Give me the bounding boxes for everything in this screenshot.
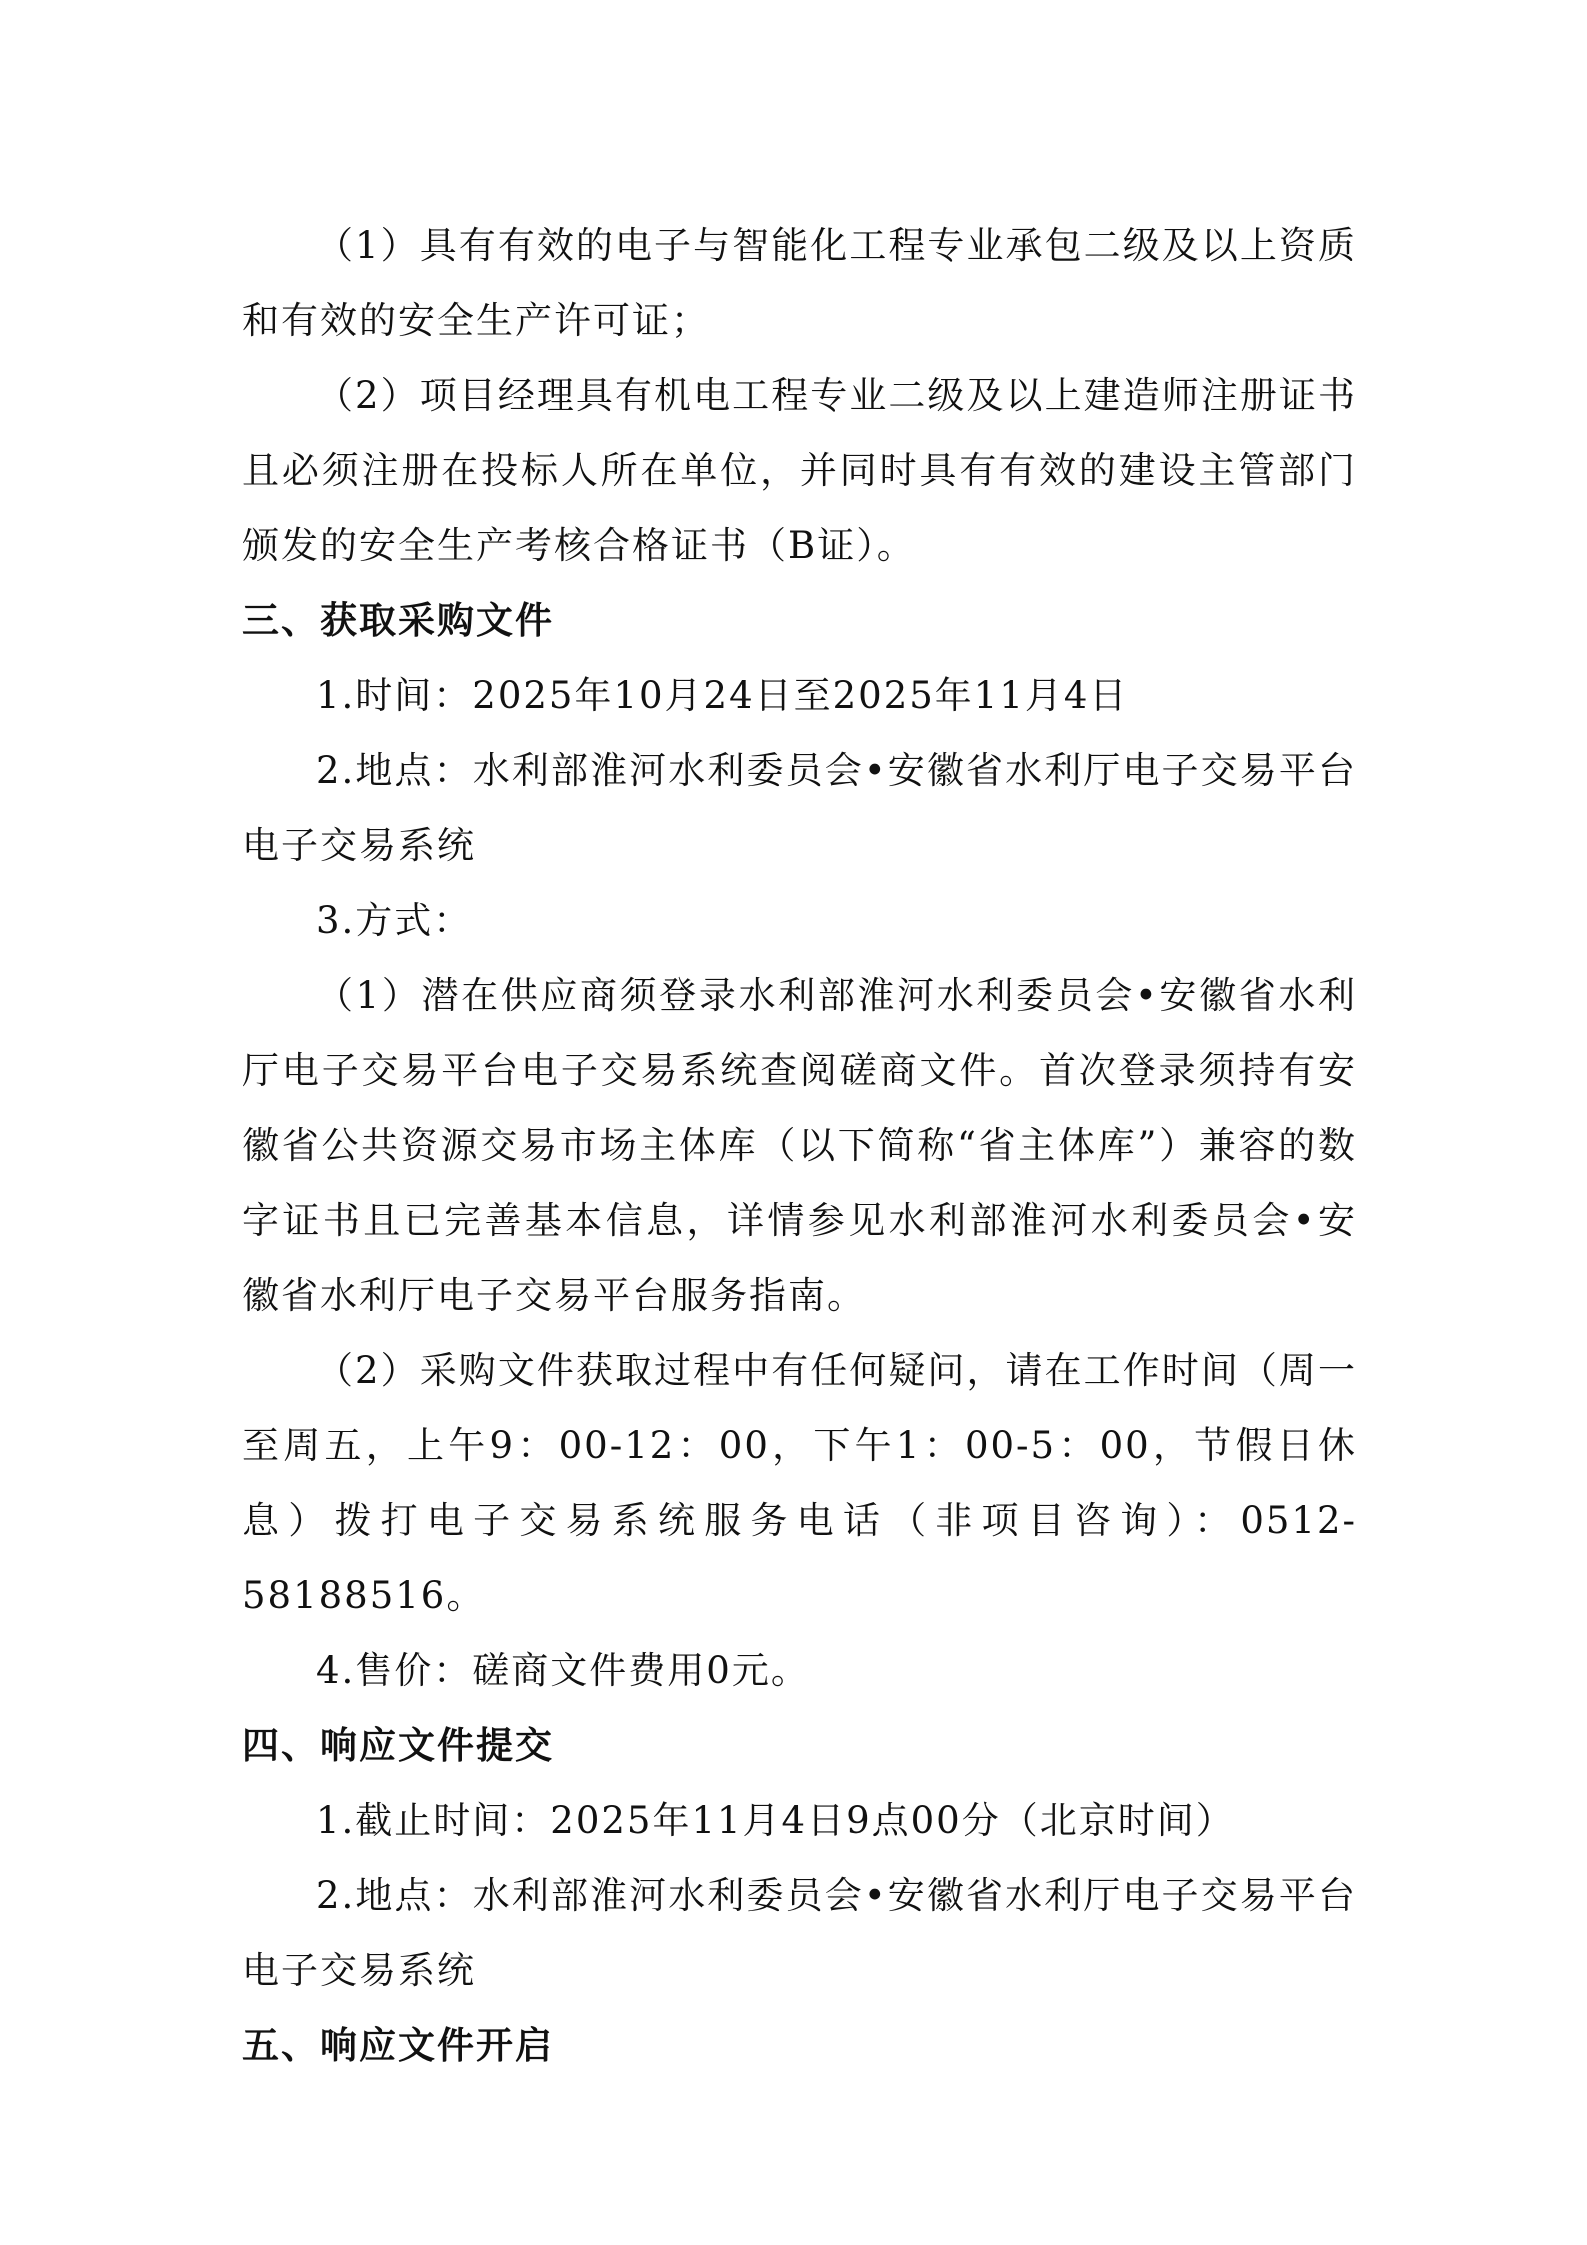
submission-deadline: 1.截止时间：2025年11月4日9点00分（北京时间）: [316, 1799, 1235, 1842]
obtain-method-item-1: （1）潜在供应商须登录水利部淮河水利委员会•安徽省水利厅电子交易平台电子交易系统查阅磋商文件。首次登录须持有安徽省公共资源交易市场主体库（以下简称“省主体库”）兼容的数字证书且已完善基本信息，详情参见水利部淮河水利委员会•安徽省水利厅电子交易平台服务指南。: [242, 974, 1357, 1317]
qualification-item-2: （2）项目经理具有机电工程专业二级及以上建造师注册证书且必须注册在投标人所在单位，并同时具有有效的建设主管部门颁发的安全生产考核合格证书（B证）。: [242, 374, 1357, 567]
section-heading-opening: 五、响应文件开启: [242, 2024, 554, 2067]
qualification-item-1: （1）具有有效的电子与智能化工程专业承包二级及以上资质和有效的安全生产许可证；: [242, 224, 1357, 342]
obtain-method-item-2: （2）采购文件获取过程中有任何疑问，请在工作时间（周一至周五，上午9：00-12：00，下午1：00-5：00，节假日休息）拨打电子交易系统服务电话（非项目咨询）：0512-58188516。: [242, 1349, 1357, 1617]
obtain-location: 2.地点：水利部淮河水利委员会•安徽省水利厅电子交易平台电子交易系统: [242, 749, 1357, 867]
document-price: 4.售价：磋商文件费用0元。: [316, 1649, 810, 1692]
section-heading-obtain-documents: 三、获取采购文件: [242, 599, 554, 642]
document-body: [242, 208, 1357, 2083]
obtain-method-label: 3.方式：: [316, 899, 473, 942]
submission-location: 2.地点：水利部淮河水利委员会•安徽省水利厅电子交易平台电子交易系统: [242, 1874, 1357, 1992]
obtain-time: 1.时间：2025年10月24日至2025年11月4日: [316, 674, 1129, 717]
section-heading-submission: 四、响应文件提交: [242, 1724, 554, 1767]
